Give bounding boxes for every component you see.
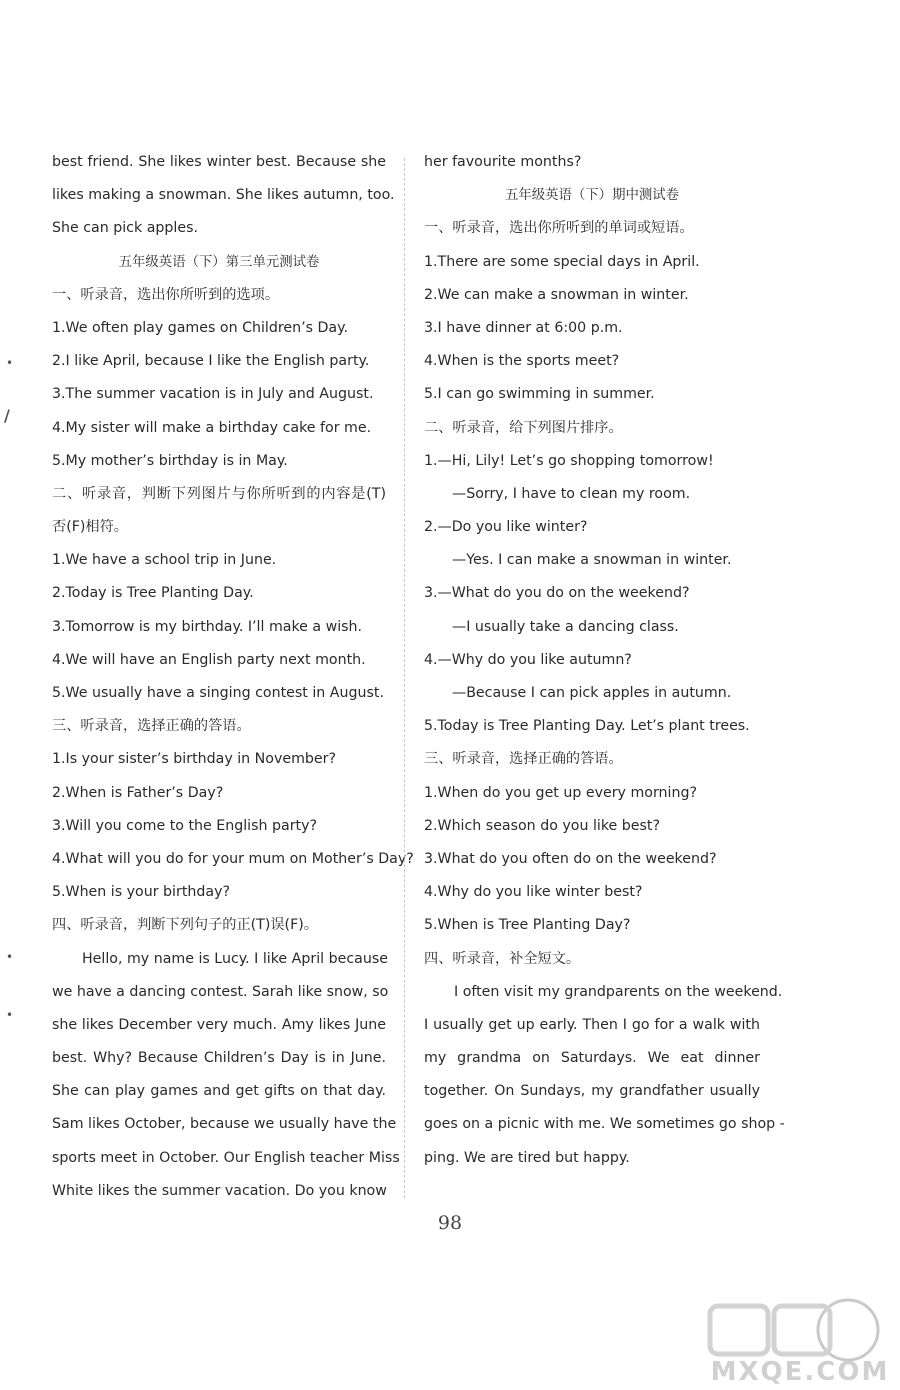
text-line: 5.When is Tree Planting Day?: [424, 917, 631, 934]
text-line: 1.—Hi, Lily! Let’s go shopping tomorrow!: [424, 452, 714, 469]
text-line: 4.Why do you like winter best?: [424, 884, 643, 901]
page-number: 98: [437, 1212, 463, 1234]
text-line: 1.Is your sister’s birthday in November?: [52, 751, 337, 768]
text-line: 3.What do you often do on the weekend?: [424, 850, 717, 867]
text-line: she likes December very much. Amy likes June: [52, 1016, 386, 1033]
text-line: 三、听录音，选择正确的答语。: [52, 718, 251, 735]
text-line: 三、听录音，选择正确的答语。: [424, 751, 623, 768]
text-line: 四、听录音，补全短文。: [424, 950, 581, 967]
text-line: 4.When is the sports meet?: [424, 353, 620, 370]
text-line: 2.Which season do you like best?: [424, 817, 661, 834]
scan-mark: •: [6, 950, 14, 964]
text-line: goes on a picnic with me. We sometimes go shop -: [424, 1116, 785, 1133]
text-line: 5.Today is Tree Planting Day. Let’s plant trees.: [424, 718, 750, 735]
text-line: best friend. She likes winter best. Because she: [52, 154, 386, 170]
text-line: I often visit my grandparents on the weekend.: [454, 983, 783, 1000]
text-line: 4.—Why do you like autumn?: [424, 651, 632, 668]
text-line: —Because I can pick apples in autumn.: [452, 685, 732, 701]
text-line: 2.When is Father’s Day?: [52, 784, 224, 801]
text-line: 二、听录音，判断下列图片与你所听到的内容是(T): [52, 485, 386, 502]
text-line: 5.We usually have a singing contest in August.: [52, 685, 384, 701]
column-divider: [404, 158, 405, 1198]
text-line: I usually get up early. Then I go for a walk with: [424, 1016, 760, 1033]
right-column: [424, 146, 785, 1175]
text-line: 5.When is your birthday?: [52, 884, 231, 901]
text-line: 1.There are some special days in April.: [424, 253, 700, 270]
watermark-logo: [700, 1296, 896, 1386]
text-line: 2.—Do you like winter?: [424, 519, 588, 536]
text-line: White likes the summer vacation. Do you know: [52, 1182, 387, 1199]
text-line: best. Why? Because Children’s Day is in June.: [52, 1050, 386, 1067]
text-line: together. On Sundays, my grandfather usually: [424, 1083, 760, 1100]
text-line: likes making a snowman. She likes autumn, too.: [52, 187, 395, 204]
text-line: 4.We will have an English party next month.: [52, 651, 366, 668]
text-line: 3.Will you come to the English party?: [52, 817, 318, 834]
text-line: 1.We have a school trip in June.: [52, 552, 277, 569]
text-line: 5.My mother’s birthday is in May.: [52, 452, 288, 469]
text-line: 3.I have dinner at 6:00 p.m.: [424, 319, 623, 336]
watermark-glyph-1: [710, 1306, 768, 1354]
watermark-url: MXQE.COM: [710, 1357, 890, 1386]
text-line: her favourite months?: [424, 154, 582, 170]
text-line: sports meet in October. Our English teacher Miss: [52, 1149, 400, 1166]
text-line: 一、听录音，选出你所听到的单词或短语。: [424, 220, 694, 237]
text-line: —Sorry, I have to clean my room.: [452, 485, 691, 502]
text-line: 否(F)相符。: [52, 519, 128, 536]
text-line: 2.I like April, because I like the English party.: [52, 353, 370, 370]
scan-mark: •: [6, 356, 14, 370]
text-line: 2.We can make a snowman in winter.: [424, 286, 689, 303]
text-line: 5.I can go swimming in summer.: [424, 386, 655, 403]
text-line: She can pick apples.: [52, 220, 198, 237]
text-line: 3.The summer vacation is in July and August.: [52, 386, 374, 403]
text-line: —Yes. I can make a snowman in winter.: [452, 552, 732, 569]
text-line: Sam likes October, because we usually have the: [52, 1116, 397, 1133]
text-line: —I usually take a dancing class.: [452, 618, 679, 635]
text-line: 4.What will you do for your mum on Mother’s Day?: [52, 850, 414, 867]
text-line: 一、听录音，选出你所听到的选项。: [52, 286, 280, 303]
text-line: She can play games and get gifts on that day.: [52, 1083, 386, 1100]
text-line: 二、听录音，给下列图片排序。: [424, 419, 623, 436]
text-line: 2.Today is Tree Planting Day.: [52, 585, 254, 602]
text-line: 1.We often play games on Children’s Day.: [52, 319, 349, 336]
left-column: [52, 146, 414, 1208]
scan-mark: •: [6, 1008, 14, 1022]
text-line: 1.When do you get up every morning?: [424, 784, 698, 801]
text-line: my grandma on Saturdays. We eat dinner: [424, 1050, 760, 1067]
text-line: 四、听录音，判断下列句子的正(T)误(F)。: [52, 917, 318, 934]
text-line: 3.—What do you do on the weekend?: [424, 585, 690, 602]
watermark-graphic: [700, 1296, 896, 1386]
text-line: Hello, my name is Lucy. I like April because: [82, 950, 388, 967]
section-title: 五年级英语（下）期中测试卷: [504, 188, 680, 204]
section-title: 五年级英语（下）第三单元测试卷: [118, 254, 320, 270]
text-line: ping. We are tired but happy.: [424, 1149, 630, 1166]
text-line: we have a dancing contest. Sarah like snow, so: [52, 983, 389, 1000]
text-line: 4.My sister will make a birthday cake for me.: [52, 419, 372, 436]
scan-mark: /: [4, 406, 10, 425]
text-line: 3.Tomorrow is my birthday. I’ll make a wish.: [52, 618, 363, 635]
